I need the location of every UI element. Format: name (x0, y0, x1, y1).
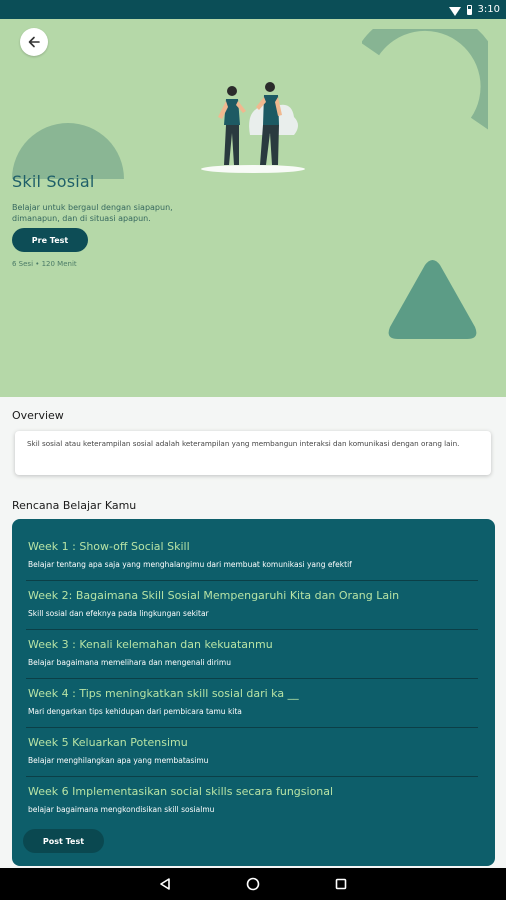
back-button[interactable] (20, 28, 48, 56)
week-item[interactable] (28, 540, 478, 569)
decorative-triangle (385, 257, 480, 342)
week-item[interactable] (28, 785, 478, 814)
home-circle-icon (246, 877, 260, 891)
arrow-left-icon (27, 35, 41, 49)
decorative-arc (362, 29, 488, 155)
decorative-semicircle (12, 123, 124, 179)
week-title: Week 2: Bagaimana Skill Sosial Mempengaruhi Kita dan Orang Lain (28, 589, 400, 602)
overview-text: Skil sosial atau keterampilan sosial adalah keterampilan yang membangun interaksi dan komunikasi dengan orang lain. (27, 439, 460, 448)
course-title: Skil Sosial (12, 172, 95, 191)
week-divider (26, 580, 478, 581)
pre-test-button[interactable]: Pre Test (12, 228, 88, 252)
recents-square-icon (335, 878, 347, 890)
status-time: 3:10 (477, 4, 500, 15)
course-meta: 6 Sesi • 120 Menit (12, 260, 77, 268)
week-item[interactable] (28, 589, 478, 618)
nav-back-button[interactable] (155, 874, 175, 894)
week-divider (26, 776, 478, 777)
battery-icon (467, 5, 472, 15)
week-divider (26, 629, 478, 630)
week-title: Week 1 : Show-off Social Skill (28, 540, 190, 553)
week-divider (26, 678, 478, 679)
hero-banner (0, 19, 506, 397)
overview-card (15, 431, 491, 475)
system-nav-bar (0, 868, 506, 900)
week-description: Belajar tentang apa saja yang menghalangimu dari membuat komunikasi yang efektif (28, 560, 352, 569)
week-description: Belajar menghilangkan apa yang membatasimu (28, 756, 209, 765)
back-triangle-icon (159, 878, 171, 890)
week-divider (26, 727, 478, 728)
overview-heading: Overview (12, 409, 64, 422)
week-title: Week 6 Implementasikan social skills secara fungsional (28, 785, 334, 798)
people-illustration (198, 77, 308, 175)
week-description: Skill sosial dan efeknya pada lingkungan sekitar (28, 609, 209, 618)
wifi-icon (449, 7, 461, 16)
status-bar (0, 0, 506, 19)
week-title: Week 3 : Kenali kelemahan dan kekuatanmu (28, 638, 273, 651)
week-item[interactable] (28, 736, 478, 765)
week-title: Week 5 Keluarkan Potensimu (28, 736, 188, 749)
nav-home-button[interactable] (243, 874, 263, 894)
week-title: Week 4 : Tips meningkatkan skill sosial dari ka __ (28, 687, 299, 700)
week-item[interactable] (28, 638, 478, 667)
post-test-button[interactable]: Post Test (23, 829, 104, 853)
learning-plan-card (12, 519, 495, 866)
plan-heading: Rencana Belajar Kamu (12, 499, 137, 512)
week-description: belajar bagaimana mengkondisikan skill sosialmu (28, 805, 215, 814)
course-description: Belajar untuk bergaul dengan siapapun, dimanapun, dan di situasi apapun. (12, 203, 173, 223)
week-description: Belajar bagaimana memelihara dan mengenali dirimu (28, 658, 231, 667)
nav-recents-button[interactable] (331, 874, 351, 894)
week-description: Mari dengarkan tips kehidupan dari pembicara tamu kita (28, 707, 242, 716)
week-item[interactable] (28, 687, 478, 716)
